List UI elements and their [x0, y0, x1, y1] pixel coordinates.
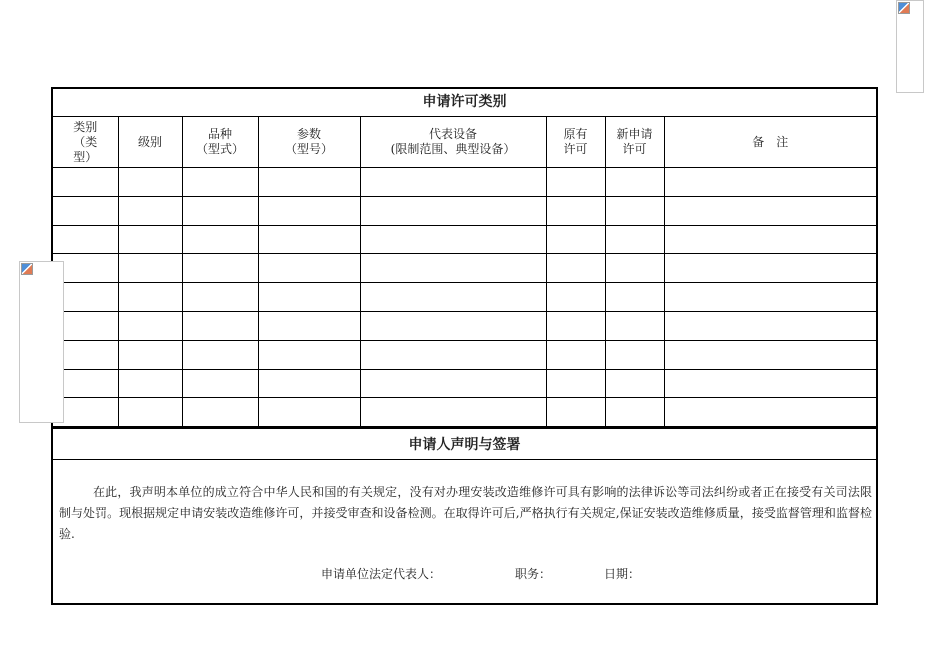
col-header-remarks: 备 注	[664, 117, 876, 168]
table-row	[53, 311, 876, 340]
cell-equipment[interactable]	[360, 225, 546, 254]
cell-variety[interactable]	[182, 340, 258, 369]
cell-existing-license[interactable]	[546, 398, 605, 427]
cell-equipment[interactable]	[360, 168, 546, 197]
cell-remarks[interactable]	[664, 311, 876, 340]
cell-category[interactable]	[53, 196, 118, 225]
cell-level[interactable]	[118, 398, 182, 427]
table-row	[53, 254, 876, 283]
cell-existing-license[interactable]	[546, 225, 605, 254]
cell-remarks[interactable]	[664, 283, 876, 312]
section-title: 申请许可类别	[53, 89, 876, 117]
cell-parameter[interactable]	[258, 340, 360, 369]
table-row	[53, 196, 876, 225]
cell-level[interactable]	[118, 196, 182, 225]
col-header-level: 级别	[118, 117, 182, 168]
cell-level[interactable]	[118, 254, 182, 283]
cell-parameter[interactable]	[258, 196, 360, 225]
declaration-text: 在此，我声明本单位的成立符合中华人民和国的有关规定，没有对办理安装改造维修许可具有影响的法律诉讼等司法纠纷或者正在接受有关司法限制与处罚。现根据规定申请安装改造维修许可，并接受审查和设备检测。在取得许可后,严格执行有关规定,保证安装改造维修质量，接受监督管理和监督检验.	[59, 485, 872, 542]
cell-existing-license[interactable]	[546, 283, 605, 312]
cell-parameter[interactable]	[258, 311, 360, 340]
col-header-existing-license: 原有 许可	[546, 117, 605, 168]
cell-new-license[interactable]	[605, 225, 664, 254]
application-form	[51, 87, 878, 605]
cell-remarks[interactable]	[664, 369, 876, 398]
position-label: 职务：	[515, 567, 552, 581]
cell-level[interactable]	[118, 225, 182, 254]
cell-equipment[interactable]	[360, 340, 546, 369]
cell-new-license[interactable]	[605, 398, 664, 427]
cell-existing-license[interactable]	[546, 311, 605, 340]
cell-remarks[interactable]	[664, 225, 876, 254]
table-row	[53, 283, 876, 312]
col-header-parameter: 参数 （型号）	[258, 117, 360, 168]
cell-level[interactable]	[118, 283, 182, 312]
table-row	[53, 398, 876, 427]
cell-new-license[interactable]	[605, 196, 664, 225]
cell-remarks[interactable]	[664, 196, 876, 225]
cell-parameter[interactable]	[258, 225, 360, 254]
cell-variety[interactable]	[182, 254, 258, 283]
cell-variety[interactable]	[182, 225, 258, 254]
table-row	[53, 225, 876, 254]
cell-existing-license[interactable]	[546, 340, 605, 369]
cell-variety[interactable]	[182, 168, 258, 197]
cell-variety[interactable]	[182, 196, 258, 225]
table-row	[53, 369, 876, 398]
cell-new-license[interactable]	[605, 168, 664, 197]
cell-variety[interactable]	[182, 311, 258, 340]
cell-existing-license[interactable]	[546, 196, 605, 225]
cell-existing-license[interactable]	[546, 254, 605, 283]
cell-equipment[interactable]	[360, 311, 546, 340]
cell-variety[interactable]	[182, 283, 258, 312]
cell-level[interactable]	[118, 168, 182, 197]
broken-image-icon	[898, 2, 910, 14]
table-header	[53, 117, 876, 168]
cell-parameter[interactable]	[258, 369, 360, 398]
cell-parameter[interactable]	[258, 398, 360, 427]
cell-new-license[interactable]	[605, 311, 664, 340]
cell-parameter[interactable]	[258, 168, 360, 197]
date-label: 日期：	[604, 567, 641, 581]
col-header-new-license: 新申请 许可	[605, 117, 664, 168]
cell-variety[interactable]	[182, 398, 258, 427]
table-row	[53, 168, 876, 197]
cell-existing-license[interactable]	[546, 168, 605, 197]
cell-equipment[interactable]	[360, 196, 546, 225]
cell-equipment[interactable]	[360, 369, 546, 398]
cell-new-license[interactable]	[605, 340, 664, 369]
cell-new-license[interactable]	[605, 369, 664, 398]
cell-variety[interactable]	[182, 369, 258, 398]
cell-level[interactable]	[118, 311, 182, 340]
cell-existing-license[interactable]	[546, 369, 605, 398]
license-category-table	[53, 89, 876, 427]
cell-parameter[interactable]	[258, 254, 360, 283]
cell-remarks[interactable]	[664, 340, 876, 369]
cell-equipment[interactable]	[360, 254, 546, 283]
broken-image-icon	[21, 263, 33, 275]
cell-new-license[interactable]	[605, 254, 664, 283]
declaration-title: 申请人声明与签署	[53, 427, 876, 460]
cell-parameter[interactable]	[258, 283, 360, 312]
cell-equipment[interactable]	[360, 398, 546, 427]
col-header-category: 类别 （类 型）	[53, 117, 118, 168]
cell-category[interactable]	[53, 168, 118, 197]
col-header-equipment: 代表设备 (限制范围、典型设备）	[360, 117, 546, 168]
cell-level[interactable]	[118, 340, 182, 369]
cell-level[interactable]	[118, 369, 182, 398]
col-header-variety: 品种 （型式）	[182, 117, 258, 168]
table-row	[53, 340, 876, 369]
broken-image-top	[896, 0, 924, 93]
cell-category[interactable]	[53, 225, 118, 254]
cell-equipment[interactable]	[360, 283, 546, 312]
cell-remarks[interactable]	[664, 398, 876, 427]
cell-new-license[interactable]	[605, 283, 664, 312]
legal-representative-label: 申请单位法定代表人：	[321, 567, 442, 581]
cell-remarks[interactable]	[664, 168, 876, 197]
cell-remarks[interactable]	[664, 254, 876, 283]
broken-image-left	[19, 261, 64, 423]
